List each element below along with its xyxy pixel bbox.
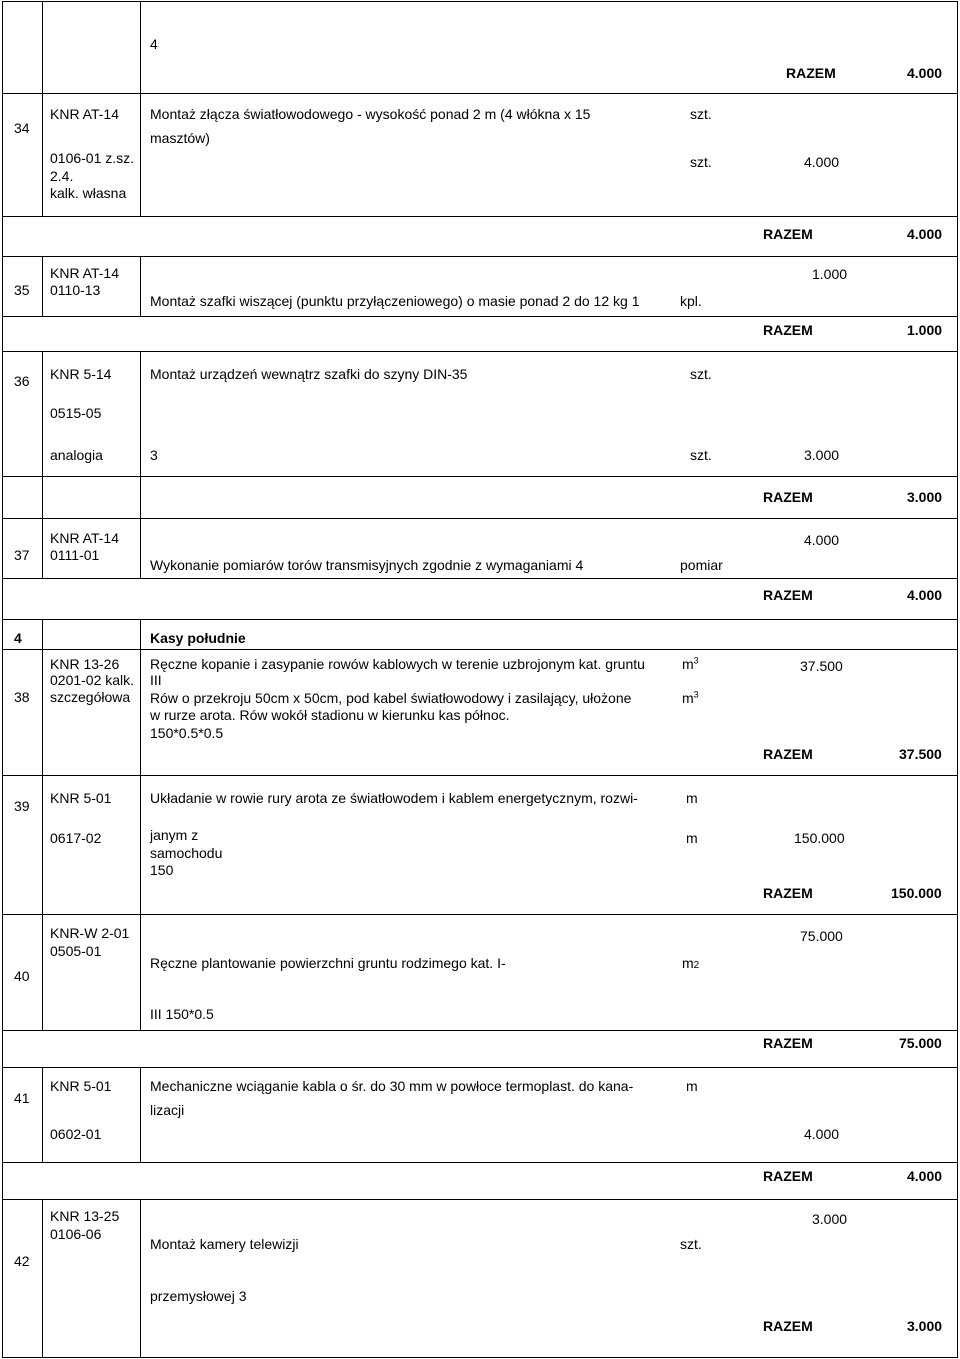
item-description: Układanie w rowie rury arota ze światłowodem i kablem energetycznym, rozwi- [150, 790, 638, 806]
item-unit: szt. [690, 106, 712, 122]
item-description: przemysłowej 3 [150, 1288, 247, 1304]
unit-base: m [682, 955, 694, 971]
item-unit: szt. [690, 154, 712, 170]
item-description: III 150*0.5 [150, 1006, 214, 1022]
item-description: III [150, 672, 162, 688]
item-code: KNR 13-26 [50, 656, 120, 672]
item-description: Wykonanie pomiarów torów transmisyjnych zgodnie z wymaganiami 4 [150, 557, 584, 573]
col-divider [140, 476, 141, 518]
table-border-left [2, 1, 3, 1358]
item-quantity: 37.500 [800, 658, 843, 674]
item-number: 36 [14, 373, 30, 389]
item-code: KNR 5-14 [50, 366, 112, 382]
col-divider [42, 1067, 43, 1162]
item-quantity: 75.000 [800, 928, 843, 944]
item-code: analogia [50, 447, 103, 463]
razem-value: 1.000 [907, 322, 943, 338]
item-code: KNR 5-01 [50, 1078, 112, 1094]
razem-value: 3.000 [907, 489, 943, 505]
row-divider [2, 316, 958, 317]
row-divider [2, 649, 958, 650]
col-divider [140, 914, 141, 1030]
item-unit [682, 690, 699, 707]
item-number: 35 [14, 282, 30, 298]
item-number: 38 [14, 689, 30, 705]
row-divider [2, 351, 958, 352]
row-divider [2, 518, 958, 519]
col-divider [140, 518, 141, 578]
item-description: w rurze arota. Rów wokół stadionu w kierunku kas północ. [150, 707, 510, 723]
item-code: 0106-06 [50, 1226, 102, 1242]
item-code: KNR 13-25 [50, 1208, 120, 1224]
item-code: 0111-01 [50, 547, 100, 563]
item-unit: szt. [690, 366, 712, 382]
item-code: KNR AT-14 [50, 530, 119, 546]
item-number: 40 [14, 968, 30, 984]
col-divider [140, 93, 141, 216]
col-divider [42, 775, 43, 914]
item-quantity: 4.000 [804, 532, 840, 548]
item-code: KNR 5-01 [50, 790, 112, 806]
row-divider [2, 914, 958, 915]
item-description: Ręczne plantowanie powierzchni gruntu rodzimego kat. I- [150, 955, 506, 971]
col-divider [140, 1, 141, 93]
item-quantity: 4.000 [804, 1126, 840, 1142]
item-unit: kpl. [680, 293, 702, 309]
razem-value: 3.000 [907, 1318, 943, 1334]
item-description: Montaż kamery telewizji [150, 1236, 299, 1252]
unit-base: m [682, 656, 694, 672]
razem-value: 4.000 [907, 226, 943, 242]
unit-exponent: 2 [693, 960, 700, 971]
col-divider [42, 256, 43, 316]
razem-label: RAZEM [786, 65, 836, 81]
section-title: Kasy południe [150, 630, 246, 646]
item-code: 0617-02 [50, 830, 102, 846]
razem-value: 37.500 [899, 746, 942, 762]
razem-label: RAZEM [763, 1035, 813, 1051]
col-divider [42, 1, 43, 93]
item-description: 3 [150, 447, 158, 463]
item-number: 37 [14, 547, 30, 563]
row-divider [2, 578, 958, 579]
col-divider [140, 1199, 141, 1357]
item-code: 0505-01 [50, 943, 102, 959]
col-divider [42, 93, 43, 216]
item-code: 0515-05 [50, 405, 102, 421]
item-number: 42 [14, 1253, 30, 1269]
section-number: 4 [14, 630, 22, 646]
item-description: Rów o przekroju 50cm x 50cm, pod kabel światłowodowy i zasilający, ułożone [150, 690, 632, 706]
item-description: lizacji [150, 1102, 185, 1118]
page-number: 4 [150, 36, 158, 52]
col-divider [42, 476, 43, 518]
razem-value: 75.000 [899, 1035, 942, 1051]
col-divider [42, 1199, 43, 1357]
item-code: 0602-01 [50, 1126, 102, 1142]
col-divider [42, 518, 43, 578]
item-unit: pomiar [680, 557, 723, 573]
col-divider [140, 619, 141, 775]
item-number: 34 [14, 120, 30, 136]
table-border-right [957, 1, 958, 1358]
item-number: 41 [14, 1090, 30, 1106]
item-number: 39 [14, 798, 30, 814]
razem-value: 4.000 [907, 587, 943, 603]
row-divider [2, 1067, 958, 1068]
row-divider [2, 93, 958, 94]
row-divider [2, 476, 958, 477]
col-divider [140, 256, 141, 316]
item-description: Montaż urządzeń wewnątrz szafki do szyny DIN-35 [150, 366, 468, 382]
item-quantity: 4.000 [804, 154, 840, 170]
item-code: KNR AT-14 [50, 106, 119, 122]
razem-label: RAZEM [763, 1168, 813, 1184]
row-divider [2, 1162, 958, 1163]
item-code: KNR-W 2-01 [50, 925, 130, 941]
unit-base: m [682, 690, 694, 706]
item-description: Mechaniczne wciąganie kabla o śr. do 30 mm w powłoce termoplast. do kana- [150, 1078, 634, 1094]
item-code: 0106-01 z.sz. [50, 150, 135, 166]
row-divider [2, 256, 958, 257]
col-divider [140, 1067, 141, 1162]
item-code: KNR AT-14 [50, 265, 119, 281]
col-divider [42, 351, 43, 476]
item-description: samochodu [150, 845, 223, 861]
item-quantity: 3.000 [804, 447, 840, 463]
unit-exponent: 3 [693, 689, 699, 700]
item-unit [682, 955, 699, 974]
unit-exponent: 3 [693, 655, 699, 666]
razem-label: RAZEM [763, 226, 813, 242]
razem-label: RAZEM [763, 746, 813, 762]
item-quantity: 150.000 [794, 830, 845, 846]
item-description: masztów) [150, 130, 210, 146]
row-divider [2, 619, 958, 620]
item-quantity: 1.000 [812, 266, 848, 282]
row-divider [2, 1199, 958, 1200]
item-description: Ręczne kopanie i zasypanie rowów kablowych w terenie uzbrojonym kat. gruntu [150, 656, 645, 672]
item-description: janym z [150, 827, 199, 843]
item-code: kalk. własna [50, 185, 127, 201]
item-description: Montaż złącza światłowodowego - wysokość ponad 2 m (4 włókna x 15 [150, 106, 591, 122]
razem-label: RAZEM [763, 322, 813, 338]
col-divider [42, 914, 43, 1030]
razem-label: RAZEM [763, 1318, 813, 1334]
table-border-top [2, 1, 958, 2]
item-unit: szt. [690, 447, 712, 463]
item-code: szczegółowa [50, 689, 131, 705]
table-border-bottom [2, 1357, 958, 1358]
razem-label: RAZEM [763, 587, 813, 603]
item-unit: m [686, 830, 698, 846]
razem-value: 4.000 [907, 65, 943, 81]
col-divider [140, 775, 141, 914]
item-unit: m [686, 790, 698, 806]
item-unit: m [686, 1078, 698, 1094]
item-unit: szt. [680, 1236, 702, 1252]
item-description: 150 [150, 862, 174, 878]
item-code: 2.4. [50, 168, 74, 184]
row-divider [2, 1030, 958, 1031]
item-description: Montaż szafki wiszącej (punktu przyłączeniowego) o masie ponad 2 do 12 kg 1 [150, 293, 640, 309]
col-divider [42, 619, 43, 775]
col-divider [140, 351, 141, 476]
item-description: 150*0.5*0.5 [150, 725, 224, 741]
razem-value: 4.000 [907, 1168, 943, 1184]
item-quantity: 3.000 [812, 1211, 848, 1227]
row-divider [2, 216, 958, 217]
row-divider [2, 775, 958, 776]
item-code: 0201-02 kalk. [50, 672, 135, 688]
razem-label: RAZEM [763, 885, 813, 901]
item-unit [682, 656, 699, 673]
razem-label: RAZEM [763, 489, 813, 505]
razem-value: 150.000 [891, 885, 942, 901]
item-code: 0110-13 [50, 282, 101, 298]
